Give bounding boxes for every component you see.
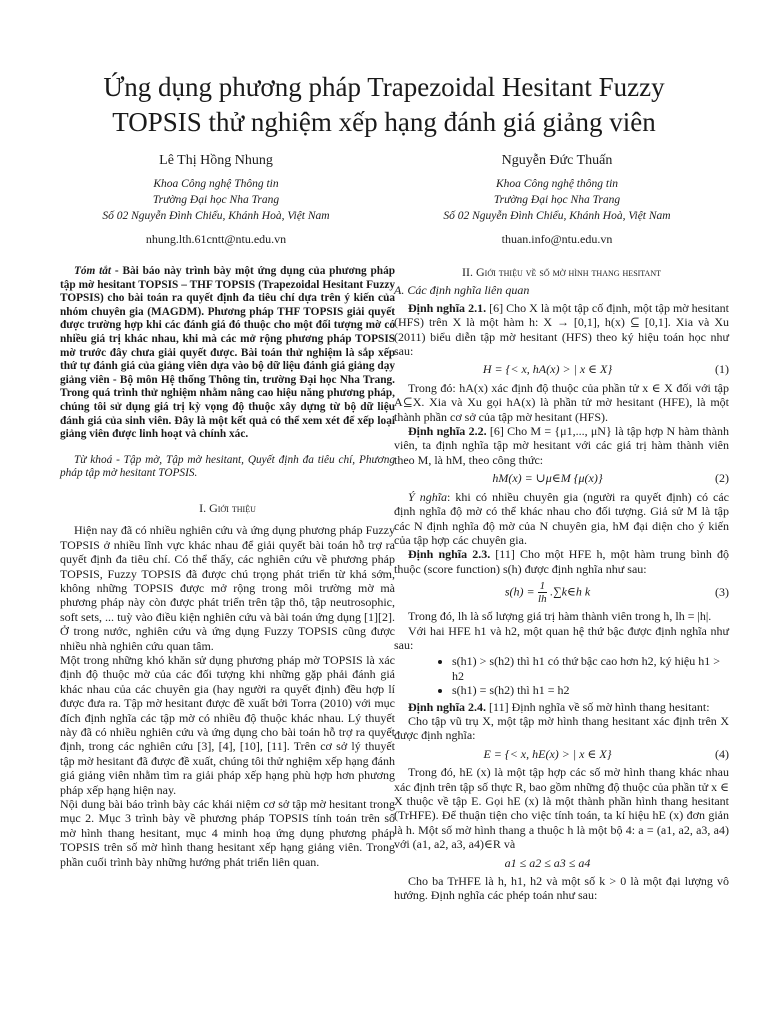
order-list: [394, 654, 729, 697]
definition-label: Định nghĩa 2.3.: [408, 547, 491, 562]
keywords: Từ khoá - Tập mờ, Tập mờ hesitant, Quyết định đa tiêu chí, Phương pháp tập mờ hesitant TOPSIS.: [60, 453, 395, 480]
equation-number: (1): [715, 362, 729, 377]
author-affiliation: Khoa Công nghệ thông tin: [495, 178, 619, 190]
equation-formula: hM(x) = ∪μ∈M {μ(x)}: [492, 471, 603, 486]
definition-text: [6] Cho X là một tập cố định, một tập mờ hesitant (HFS) trên X là một hàm h: X → [0,1], h(x) ⊆ [0,1]. Xia và Xu (2011) biểu diễn tập mờ hesitant (HFS) theo ký hiệu toán học như sau:: [394, 300, 729, 359]
author-address: Số 02 Nguyễn Đình Chiểu, Khánh Hoà, Việt Nam: [443, 210, 671, 222]
definition-text: [11] Cho một HFE h, một hàm trung bình độ thuộc (score function) s(h) được định nghĩa như sau:: [394, 547, 729, 576]
equation-2: [394, 471, 729, 485]
author-address: Số 02 Nguyễn Đình Chiểu, Khánh Hoà, Việt Nam: [102, 210, 330, 222]
paragraph: Cho ba TrHFE là h, h1, h2 và một số k > 0 là một đại lượng vô hướng. Định nghĩa các phép toán như sau:: [394, 874, 729, 903]
equation-formula: H = {< x, hA(x) > | x ∈ X}: [482, 362, 613, 377]
author-email: thuan.info@ntu.edu.vn: [501, 232, 613, 246]
meaning-label: Ý nghĩa: [408, 489, 448, 504]
fraction-numerator: 1: [539, 580, 546, 593]
definition-label: Định nghĩa 2.4.: [408, 699, 487, 714]
abstract: [60, 265, 395, 442]
equation-fraction: [538, 580, 548, 605]
author-name: Nguyễn Đức Thuấn: [501, 153, 613, 168]
equation-number: (4): [715, 746, 729, 761]
abstract-label: Tóm tắt: [74, 265, 112, 277]
paragraph: Nội dung bài báo trình bày các khái niệm cơ sở tập mờ hesitant trong mục 2. Mục 3 trình bày về phương pháp TOPSIS tính toán trên số mờ hình thang hesitant, mục 4 minh hoạ ứng dụng phương pháp TOPSIS trên số mờ hình thang hesitant xếp hạng giảng viên. Trong phần cuối trình bày những hướng phát triển liên quan.: [60, 797, 395, 869]
paragraph: Trong đó, hE (x) là một tập hợp các số mờ hình thang khác nhau xác định trên tập số thực R, bao gồm những độ thuộc của phần tử x ∈ X thuộc về tập E. Gọi hE (x) là một thành phần hình thang hesitant (TrHFE). Để thuận tiện cho việc tính toán, ta kí hiệu hE (x) đơn giản là h. Một số mờ hình thang a thuộc h là một bộ 4: a = (a1, a2, a3, a4) với (a1, a2, a3, a4)∈R và: [394, 765, 729, 852]
list-item: • s(h1) = s(h2) thì h1 = h2: [452, 683, 729, 697]
equation-1: [394, 362, 729, 376]
author-block-2: [407, 152, 707, 248]
definition-2-4: [394, 700, 729, 714]
author-affiliation: Trường Đại học Nha Trang: [152, 194, 280, 206]
equation-rhs: .∑k∈h k: [550, 584, 591, 599]
section-heading-hesitant: II. Giới thiệu về số mờ hình thang hesitant: [462, 265, 661, 279]
equation-formula: a1 ≤ a2 ≤ a3 ≤ a4: [504, 855, 591, 870]
equation-3: [394, 580, 729, 605]
meaning-paragraph: [394, 490, 729, 548]
equation-4: [394, 747, 729, 761]
title-line-1: Ứng dụng phương pháp Trapezoidal Hesitant Fuzzy: [103, 72, 665, 102]
left-column: [60, 265, 395, 869]
definition-2-3: [394, 547, 729, 576]
paragraph: Trong đó: hA(x) xác định độ thuộc của phần tử x ∈ X đối với tập A⊆X. Xia và Xu gọi hA(x) là phần tử mờ hesitant (HFE), là một thành phần cơ sở của tập mờ hesitant (HFS).: [394, 380, 729, 424]
section-heading-intro: I. Giới thiệu: [199, 500, 256, 515]
right-column: [394, 265, 729, 903]
definition-label: Định nghĩa 2.1.: [408, 300, 487, 315]
fraction-denominator: lh: [538, 593, 547, 606]
paragraph: Trong đó, lh là số lượng giá trị hàm thành viên trong h, lh = |h|.: [408, 609, 712, 624]
title-line-2: TOPSIS thử nghiệm xếp hạng đánh giá giảng viên: [112, 107, 656, 137]
paper-title: [40, 70, 728, 140]
meaning-text: : khi có nhiều chuyên gia (người ra quyết định) có các định nghĩa độ mờ có thể khác nhau cho đối tượng. Giả sử M là tập các N định nghĩa độ mờ của N chuyên gia, hM đại diện cho ý kiến của tập hợp các chuyên gia.: [394, 489, 729, 547]
paragraph: Hiện nay đã có nhiều nghiên cứu và ứng dụng phương pháp Fuzzy TOPSIS ở nhiều lĩnh vực khác nhau để giải quyết bài toán hỗ trợ ra quyết định đa tiêu chí. Có thể thấy, các nghiên cứu về phương pháp TOPSIS, Fuzzy TOPSIS đã được chú trọng phát triển từ khá sớm, không những TOPSIS được mở rộng trong môi trường mờ mà phương pháp này còn được phát triển trên tập thô, tập neutrosophic, soft sets, ... tuỳ vào điều kiện nghiên cứu và bài toán ứng dụng [1][2]. Ở trong nước, nghiên cứu và ứng dụng Fuzzy TOPSIS cũng được nhiều nhà nghiên cứu quan tâm.: [60, 523, 395, 653]
equation-formula: E = {< x, hE(x) > | x ∈ X}: [483, 746, 612, 761]
paragraph: Với hai HFE h1 và h2, một quan hệ thứ bậc được định nghĩa như sau:: [394, 623, 729, 652]
subsection-heading: A. Các định nghĩa liên quan: [394, 283, 530, 298]
equation-number: (3): [715, 585, 729, 600]
equation-number: (2): [715, 471, 729, 486]
definition-text: [11] Định nghĩa về số mờ hình thang hesitant:: [486, 699, 710, 714]
author-affiliation: Trường Đại học Nha Trang: [493, 194, 621, 206]
equation-lhs: s(h) =: [504, 584, 535, 599]
author-name: Lê Thị Hồng Nhung: [159, 153, 273, 168]
paragraph: Một trong những khó khăn sử dụng phương pháp mờ TOPSIS là xác định độ thuộc mờ của các đối tượng khi những gặp phải đánh giá khác nhau của các chuyên gia (hay người ra quyết định) đều hợp lí được đưa ra. Tập mờ hesitant được đề xuất bởi Torra (2010) với mục đích định nghĩa các tập mờ có nhiều độ thuộc khác nhau. Lý thuyết này đã có nhiều nghiên cứu và ứng dụng cho bài toán hỗ trợ ra quyết định, trong các nghiên cứu [3], [4], [10], [11]. Trên cơ sở lý thuyết tập mờ hesitant đã được đề xuất, chúng tôi thử nghiệm xếp hạng đánh giá giảng viên nhằm tìm ra giải pháp xếp hạng phù hợp hơn phương pháp xếp hạng hiện nay.: [60, 652, 395, 797]
abstract-text: - Bài báo này trình bày một ứng dụng của phương pháp tập mờ hesitant TOPSIS – THF TOPSIS (Trapezoidal Hesitant Fuzzy TOPSIS) cho bài toán ra quyết định đa tiêu chí dựa trên ý kiến của nhóm chuyên gia (MAGDM). Phương pháp THF TOPSIS giải quyết được trường hợp khi các đánh giá đó thuộc cho một đối tượng mờ có nhiều giá trị khác nhau, khi mà các mở rộng phương pháp TOPSIS mờ trước đây chưa giải quyết được. Bài toán thử nghiệm là sắp xếp thứ tự đánh giá của giảng viên dựa vào bộ dữ liệu đánh giá giảng dạy giảng viên - Bộ môn Hệ thống Thông tin, trường Đại học Nha Trang. Trong quá trình thử nghiệm nhằm nâng cao hiệu năng phương pháp, chúng tôi sử dụng giá trị kỳ vọng độ thuộc xây dựng từ bộ dữ liệu đánh giá của sinh viên. Đây là một kết quả có thể xem xét để xếp loại giảng viên được linh hoạt và chính xác.: [60, 265, 395, 441]
author-affiliation: Khoa Công nghệ Thông tin: [153, 178, 279, 190]
definition-2-1: [394, 301, 729, 359]
equation-formula: [394, 580, 701, 605]
definition-label: Định nghĩa 2.2.: [408, 424, 487, 439]
author-email: nhung.lth.61cntt@ntu.edu.vn: [145, 232, 287, 246]
paragraph: Cho tập vũ trụ X, một tập mờ hình thang hesitant xác định trên X được định nghĩa:: [394, 713, 729, 743]
list-item: • s(h1) > s(h2) thì h1 có thứ bậc cao hơn h2, ký hiệu h1 > h2: [452, 654, 729, 683]
author-block-1: [66, 152, 366, 248]
equation-5: [394, 856, 729, 870]
definition-2-2: [394, 424, 729, 467]
definition-text: [6] Cho M = {μ1,..., μN} là tập hợp N hàm thành viên, ta định nghĩa tập mờ hesitant với các giá trị hàm thành viên theo M, là hM, theo công thức:: [394, 424, 729, 467]
